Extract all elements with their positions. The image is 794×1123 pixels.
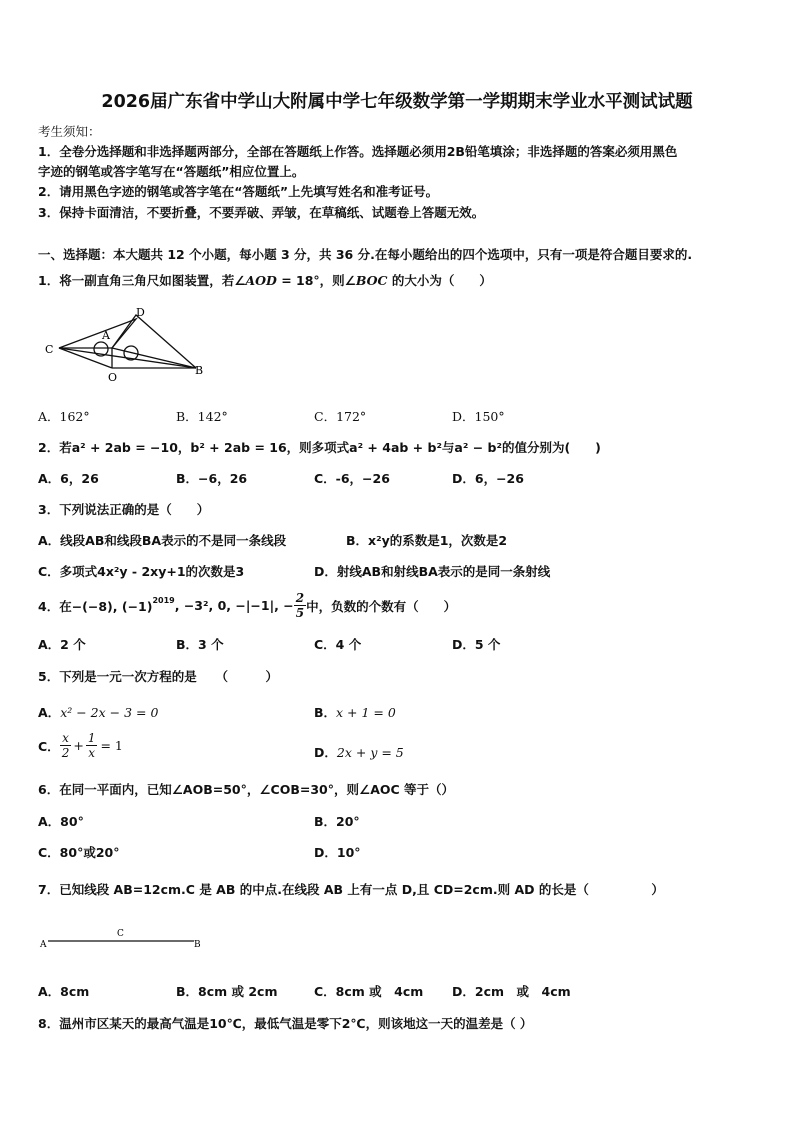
q5-option-c: C． $\frac{x}{2}$ + $\frac{1}{x}$ = 1 [38,731,123,760]
label-c: C [45,343,54,356]
q2-option-b: B．−6，26 [176,471,248,486]
question-1-stem: 1．将一副直角三角尺如图装置，若∠AOD = 18°，则∠BOC 的大小为（ ） [38,273,492,288]
q7-option-b: B．8cm 或 2cm [176,984,278,999]
q2-option-a: A．6，26 [38,471,99,486]
question-4-stem: 4．在−(−8), (−1) $^{2019}$ , −3², 0, −|−1|, − $\frac{2}{5}$ 中，负数的个数有（ ） [38,591,457,620]
q4-option-b: B．3 个 [176,637,224,652]
q3-option-c: C．多项式4x²y - 2xy+1的次数是3 [38,564,245,579]
label-o: O [108,371,118,384]
notice-item-2: 2．请用黑色字迹的钢笔或答字笔在“答题纸”上先填写姓名和准考证号。 [38,184,439,199]
label-b: B [194,940,201,950]
q1-option-d: D．150° [452,409,505,424]
q7-option-d: D．2cm 或 4cm [452,984,571,999]
question-2-stem: 2．若a² + 2ab = −10，b² + 2ab = 16，则多项式a² + 4ab + b²与a² − b²的值分别为( ) [38,440,601,455]
line-cb [59,348,196,368]
label-d: D [136,306,145,319]
q7-option-a: A．8cm [38,984,90,999]
question-3-stem: 3．下列说法正确的是（ ） [38,502,210,517]
q5-option-d: D．2x + y = 5 [314,745,404,760]
q6-option-d: D．10° [314,845,361,860]
line-co [59,348,112,368]
notice-item-1: 1．全卷分选择题和非选择题两部分，全部在答题纸上作答。选择题必须用2B铅笔填涂；非选择题的答案必须用黑色 [38,144,678,159]
q3-option-d: D．射线AB和射线BA表示的是同一条射线 [314,564,551,579]
question-1-figure [38,305,218,385]
q1-option-a: A．162° [38,409,90,424]
q7-option-c: C．8cm 或 4cm [314,984,424,999]
question-8-stem: 8．温州市区某天的最高气温是10℃，最低气温是零下2℃，则该地这一天的温差是（ ） [38,1016,533,1031]
question-7-stem: 7．已知线段 AB=12cm.C 是 AB 的中点.在线段 AB 上有一点 D,且 CD=2cm.则 AD 的长是（ ） [38,882,664,897]
q1-option-c: C．172° [314,409,367,424]
q6-option-b: B．20° [314,814,360,829]
label-a: A [40,940,47,950]
q3-option-b: B．x²y的系数是1，次数是2 [346,533,508,548]
label-b: B [195,364,204,377]
q4-option-c: C．4 个 [314,637,362,652]
notice-item-1-cont: 字迹的钢笔或答字笔写在“答题纸”相应位置上。 [38,164,305,179]
q2-option-d: D．6，−26 [452,471,524,486]
label-c: C [117,929,124,939]
question-5-stem: 5．下列是一元一次方程的是 （ ） [38,669,278,684]
notice-item-3: 3．保持卡面清洁，不要折叠，不要弄破、弄皱，在草稿纸、试题卷上答题无效。 [38,205,485,220]
q1-option-b: B．142° [176,409,228,424]
q4-option-a: A．2 个 [38,637,86,652]
q6-option-a: A．80° [38,814,84,829]
question-6-stem: 6．在同一平面内，已知∠AOB=50°，∠COB=30°，则∠AOC 等于（） [38,782,455,797]
notice-heading: 考生须知： [38,124,101,139]
q5-option-b: B．x + 1 = 0 [314,705,396,720]
label-a: A [102,329,110,342]
q5-option-a: A．x² − 2x − 3 = 0 [38,705,159,720]
page-title: 2026届广东省中学山大附属中学七年级数学第一学期期末学业水平测试试题 [101,92,693,112]
section-heading: 一、选择题：本大题共 12 个小题，每小题 3 分，共 36 分.在每小题给出的四个选项中，只有一项是符合题目要求的. [38,247,693,262]
q3-option-a: A．线段AB和线段BA表示的不是同一条线段 [38,533,287,548]
q4-option-d: D．5 个 [452,637,501,652]
fraction-2-5: $\frac{2}{5}$ [295,591,305,620]
q6-option-c: C．80°或20° [38,845,120,860]
q2-option-c: C．-6，−26 [314,471,390,486]
question-7-figure [38,925,208,955]
